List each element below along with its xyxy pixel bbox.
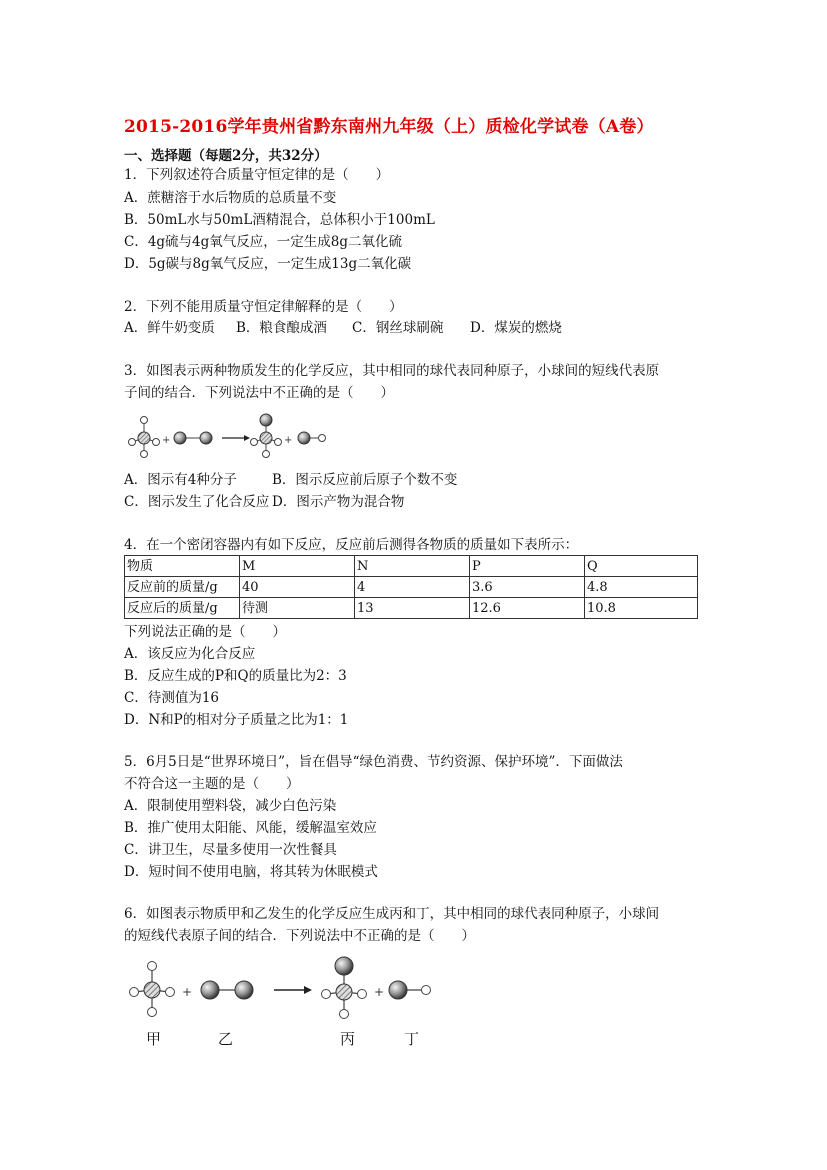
page-title: 2015-2016学年贵州省黔东南州九年级（上）质检化学试卷（A卷）	[124, 117, 654, 137]
q6-stem-line1: 6．如图表示物质甲和乙发生的化学反应生成丙和丁，其中相同的球代表同种原子，小球间	[124, 906, 660, 922]
q4-prompt: 下列说法正确的是（ ）	[124, 624, 286, 640]
svg-text:+: +	[162, 435, 171, 446]
q5-stem-line1: 5．6月5日是“世界环境日”，旨在倡导“绿色消费、节约资源、保护环境”．下面做法	[124, 754, 623, 770]
q2-options	[124, 318, 562, 338]
table-cell: Q	[585, 556, 698, 577]
q2-option-c: C．钢丝球刷碗	[352, 320, 444, 336]
q6-label-jia: 甲	[146, 1030, 162, 1048]
q3-option-b: B．图示反应前后原子个数不变	[272, 472, 458, 488]
q5-option-d: D．短时间不使用电脑，将其转为休眠模式	[124, 864, 378, 880]
svg-text:+: +	[374, 985, 385, 999]
q5-option-b: B．推广使用太阳能、风能，缓解温室效应	[124, 820, 377, 836]
table-cell: 10.8	[585, 598, 698, 619]
table-cell: N	[355, 556, 470, 577]
table-cell: 待测	[240, 598, 355, 619]
table-cell: 12.6	[470, 598, 585, 619]
table-cell: M	[240, 556, 355, 577]
table-cell: P	[470, 556, 585, 577]
q6-label-ding: 丁	[404, 1030, 420, 1048]
table-cell: 反应前的质量/g	[125, 577, 240, 598]
q4-mass-table	[124, 555, 698, 619]
table-cell: 反应后的质量/g	[125, 598, 240, 619]
q4-option-c: C．待测值为16	[124, 690, 220, 706]
q3-stem-line1: 3．如图表示两种物质发生的化学反应，其中相同的球代表同种原子，小球间的短线代表原	[124, 363, 660, 379]
table-cell: 3.6	[470, 577, 585, 598]
q6-reaction-diagram	[124, 952, 444, 1028]
q1-stem: 1．下列叙述符合质量守恒定律的是（ ）	[124, 167, 390, 183]
svg-text:+: +	[284, 435, 293, 446]
section-heading: 一、选择题（每题2分，共32分）	[124, 148, 328, 164]
q6-label-bing: 丙	[340, 1030, 356, 1048]
table-cell: 4	[355, 577, 470, 598]
q5-option-c: C．讲卫生，尽量多使用一次性餐具	[124, 842, 337, 858]
q1-option-c: C．4g硫与4g氧气反应，一定生成8g二氧化硫	[124, 234, 403, 250]
q3-reaction-diagram	[124, 408, 344, 466]
table-cell: 物质	[125, 556, 240, 577]
table-row	[125, 598, 698, 619]
q3-stem-line2: 子间的结合．下列说法中不正确的是（ ）	[124, 385, 394, 401]
svg-text:+: +	[182, 985, 193, 999]
table-cell: 40	[240, 577, 355, 598]
q4-option-d: D．N和P的相对分子质量之比为1：1	[124, 712, 349, 728]
q3-option-d: D．图示产物为混合物	[272, 494, 405, 510]
q4-option-a: A．该反应为化合反应	[124, 646, 256, 662]
q1-option-d: D．5g碳与8g氧气反应，一定生成13g二氧化碳	[124, 256, 412, 272]
q2-option-d: D．煤炭的燃烧	[470, 320, 562, 336]
q3-options-row1	[124, 470, 457, 490]
q3-option-a: A．图示有4种分子	[124, 472, 237, 488]
table-cell: 13	[355, 598, 470, 619]
q2-option-a: A．鲜牛奶变质	[124, 320, 215, 336]
q6-label-yi: 乙	[218, 1030, 234, 1048]
table-header-row	[125, 556, 698, 577]
q2-stem: 2．下列不能用质量守恒定律解释的是（ ）	[124, 299, 403, 315]
q4-option-b: B．反应生成的P和Q的质量比为2：3	[124, 668, 347, 684]
q1-option-b: B．50mL水与50mL酒精混合，总体积小于100mL	[124, 212, 435, 228]
q5-stem-line2: 不符合这一主题的是（ ）	[124, 776, 300, 792]
q3-options-row2	[124, 492, 404, 512]
q6-stem-line2: 的短线代表原子间的结合．下列说法中不正确的是（ ）	[124, 928, 475, 944]
q4-stem: 4．在一个密闭容器内有如下反应，反应前后测得各物质的质量如下表所示：	[124, 537, 579, 553]
q5-option-a: A．限制使用塑料袋，减少白色污染	[124, 798, 337, 814]
q1-option-a: A．蔗糖溶于水后物质的总质量不变	[124, 190, 337, 206]
q2-option-b: B．粮食酿成酒	[236, 320, 327, 336]
q3-option-c: C．图示发生了化合反应	[124, 494, 270, 510]
table-row	[125, 577, 698, 598]
table-cell: 4.8	[585, 577, 698, 598]
